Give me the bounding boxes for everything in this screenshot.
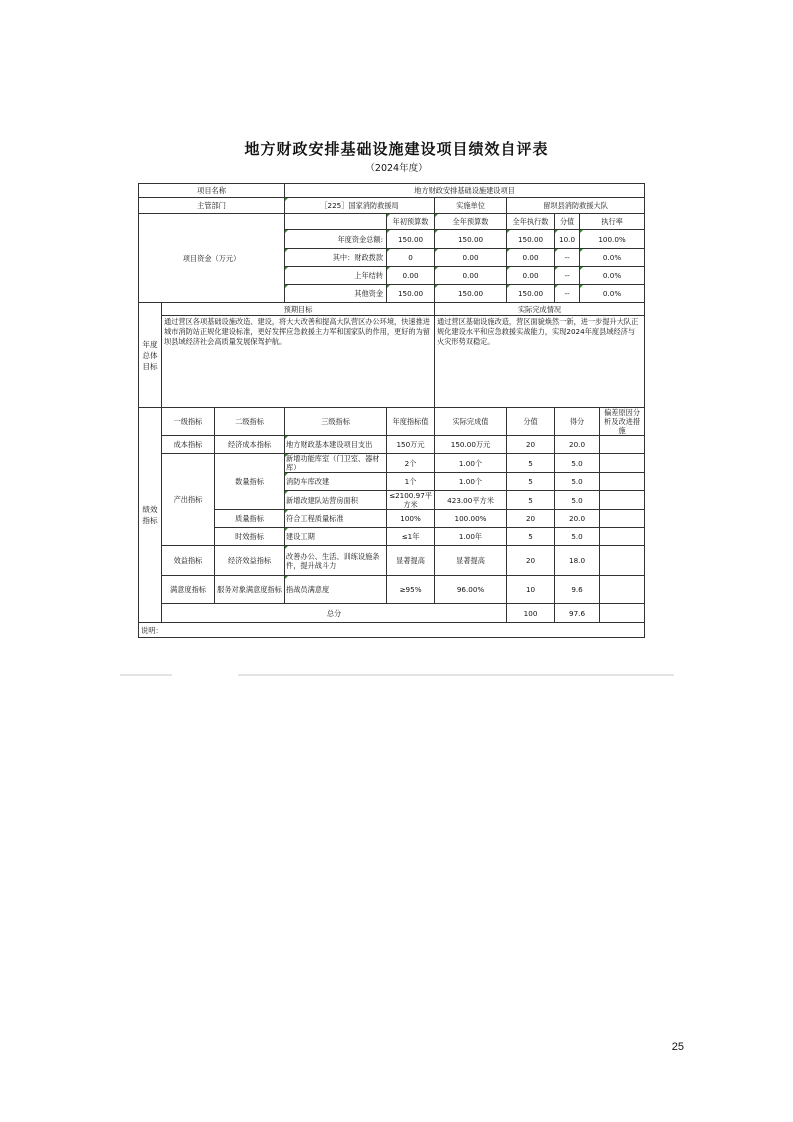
note-row: [139, 623, 645, 638]
funds-row-label: 上年结转: [285, 267, 387, 285]
indicator-actual: 1.00个: [435, 473, 507, 491]
indicator-score: 20.0: [555, 436, 600, 454]
department-row: [139, 198, 645, 214]
dept-label: 主管部门: [139, 198, 285, 214]
goals-header-row: [139, 303, 645, 316]
indicator-score: 5.0: [555, 528, 600, 546]
indicator-note: [600, 436, 645, 454]
expected-goal-header: 预期目标: [162, 303, 435, 316]
indicator-target: 100%: [387, 510, 435, 528]
perf-header: 得分: [555, 408, 600, 436]
indicator-target: 1个: [387, 473, 435, 491]
indicator-target: ≤2100.97平方米: [387, 491, 435, 510]
indicator-target: 2个: [387, 454, 435, 473]
total-label: 总分: [162, 604, 507, 623]
funds-header: 全年执行数: [507, 214, 555, 230]
funds-cell: 0.00: [435, 267, 507, 285]
indicator-name: 符合工程质量标准: [285, 510, 387, 528]
perf-row: [139, 436, 645, 454]
total-row: [139, 604, 645, 623]
indicator-score: 9.6: [555, 576, 600, 604]
perf-row: [139, 454, 645, 473]
indicator-name: 地方财政基本建设项目支出: [285, 436, 387, 454]
funds-cell: 10.0: [555, 230, 580, 249]
perf-header: 一级指标: [162, 408, 215, 436]
funds-cell: 0.0%: [580, 249, 645, 267]
project-name-value: 地方财政安排基础设施建设项目: [285, 184, 645, 198]
funds-cell: 100.0%: [580, 230, 645, 249]
unit-value: 留坝县消防救援大队: [507, 198, 645, 214]
indicator-weight: 10: [507, 576, 555, 604]
goals-label: 年度总体目标: [139, 303, 162, 408]
funds-label: 项目资金（万元）: [139, 214, 285, 303]
page-separator: [238, 674, 674, 676]
funds-header-row: [139, 214, 645, 230]
indicator-target: 显著提高: [387, 546, 435, 576]
indicator-name: 新增功能库室（门卫室、器材库）: [285, 454, 387, 473]
funds-cell: --: [555, 267, 580, 285]
perf-label: 绩效指标: [139, 408, 162, 623]
funds-header: 全年预算数: [435, 214, 507, 230]
indicator-note: [600, 473, 645, 491]
indicator-target: ≥95%: [387, 576, 435, 604]
perf-header: 年度指标值: [387, 408, 435, 436]
funds-row-label: 其中：财政拨款: [285, 249, 387, 267]
funds-cell: 150.00: [387, 230, 435, 249]
funds-cell: --: [555, 249, 580, 267]
funds-cell: 0.00: [435, 249, 507, 267]
indicator-weight: 20: [507, 510, 555, 528]
level2-quality: 质量指标: [215, 510, 285, 528]
indicator-note: [600, 454, 645, 473]
indicator-target: ≤1年: [387, 528, 435, 546]
indicator-score: 20.0: [555, 510, 600, 528]
evaluation-table: [138, 183, 645, 638]
actual-result-text: 通过营区基础设施改造，营区面貌焕然一新，进一步提升大队正规化建设水平和应急救援实战能力，实现2024年度县域经济与火灾形势双稳定。: [435, 316, 645, 408]
indicator-name: 改善办公、生活、训练设施条件，提升战斗力: [285, 546, 387, 576]
funds-cell: 150.00: [507, 230, 555, 249]
perf-header: 三级指标: [285, 408, 387, 436]
perf-row: [139, 510, 645, 528]
total-note: [600, 604, 645, 623]
project-name-row: [139, 184, 645, 198]
level1-satisfaction: 满意度指标: [162, 576, 215, 604]
funds-cell: 0: [387, 249, 435, 267]
perf-header: 实际完成值: [435, 408, 507, 436]
indicator-target: 150万元: [387, 436, 435, 454]
indicator-score: 5.0: [555, 491, 600, 510]
indicator-weight: 5: [507, 473, 555, 491]
perf-row: [139, 576, 645, 604]
indicator-actual: 96.00%: [435, 576, 507, 604]
perf-header: 分值: [507, 408, 555, 436]
indicator-name: 消防车库改建: [285, 473, 387, 491]
funds-cell: 0.00: [387, 267, 435, 285]
funds-cell: 150.00: [435, 230, 507, 249]
page-separator: [120, 674, 172, 676]
perf-header: 二级指标: [215, 408, 285, 436]
funds-cell: --: [555, 285, 580, 303]
indicator-weight: 5: [507, 454, 555, 473]
perf-row: [139, 528, 645, 546]
indicator-weight: 5: [507, 491, 555, 510]
page-title: 地方财政安排基础设施建设项目绩效自评表: [244, 140, 549, 158]
indicator-weight: 5: [507, 528, 555, 546]
indicator-name: 指战员满意度: [285, 576, 387, 604]
indicator-weight: 20: [507, 546, 555, 576]
level2-cost: 经济成本指标: [215, 436, 285, 454]
indicator-actual: 1.00年: [435, 528, 507, 546]
goals-row: [139, 316, 645, 408]
indicator-name: 建设工期: [285, 528, 387, 546]
total-score: 97.6: [555, 604, 600, 623]
indicator-note: [600, 576, 645, 604]
project-name-label: 项目名称: [139, 184, 285, 198]
indicator-score: 5.0: [555, 454, 600, 473]
indicator-actual: 423.00平方米: [435, 491, 507, 510]
perf-row: [139, 546, 645, 576]
total-weight: 100: [507, 604, 555, 623]
indicator-actual: 1.00个: [435, 454, 507, 473]
perf-header: 偏差原因分析及改进措施: [600, 408, 645, 436]
funds-cell: 0.00: [507, 249, 555, 267]
indicator-actual: 150.00万元: [435, 436, 507, 454]
level2-satisfaction: 服务对象满意度指标: [215, 576, 285, 604]
level2-time: 时效指标: [215, 528, 285, 546]
indicator-actual: 100.00%: [435, 510, 507, 528]
funds-header: 执行率: [580, 214, 645, 230]
unit-label: 实施单位: [435, 198, 507, 214]
indicator-note: [600, 491, 645, 510]
year-subtitle: （2024年度）: [365, 163, 428, 174]
perf-header-row: [139, 408, 645, 436]
funds-row-label: 年度资金总额:: [285, 230, 387, 249]
indicator-note: [600, 510, 645, 528]
level2-benefit: 经济效益指标: [215, 546, 285, 576]
indicator-note: [600, 528, 645, 546]
funds-cell: 150.00: [507, 285, 555, 303]
funds-cell: 0.0%: [580, 267, 645, 285]
indicator-weight: 20: [507, 436, 555, 454]
funds-blank-header: [285, 214, 387, 230]
funds-cell: 0.0%: [580, 285, 645, 303]
funds-header: 年初预算数: [387, 214, 435, 230]
indicator-note: [600, 546, 645, 576]
note-label: 说明：: [139, 623, 645, 638]
page-number: 25: [671, 1041, 684, 1053]
funds-cell: 150.00: [435, 285, 507, 303]
funds-cell: 0.00: [507, 267, 555, 285]
funds-header: 分值: [555, 214, 580, 230]
indicator-score: 18.0: [555, 546, 600, 576]
funds-row-label: 其他资金: [285, 285, 387, 303]
dept-value: ［225］国家消防救援局: [285, 198, 435, 214]
indicator-name: 新增改建队站营房面积: [285, 491, 387, 510]
funds-cell: 150.00: [387, 285, 435, 303]
level1-benefit: 效益指标: [162, 546, 215, 576]
level2-quantity: 数量指标: [215, 454, 285, 510]
indicator-actual: 显著提高: [435, 546, 507, 576]
indicator-score: 5.0: [555, 473, 600, 491]
expected-goal-text: 通过营区各项基础设施改造、建设，将大大改善和提高大队营区办公环境，快速推进城市消防站正规化建设标准，更好发挥应急救援主力军和国家队的作用，更好的为留坝县域经济社会高质量发展保驾护航。: [162, 316, 435, 408]
actual-result-header: 实际完成情况: [435, 303, 645, 316]
level1-cost: 成本指标: [162, 436, 215, 454]
level1-output: 产出指标: [162, 454, 215, 546]
